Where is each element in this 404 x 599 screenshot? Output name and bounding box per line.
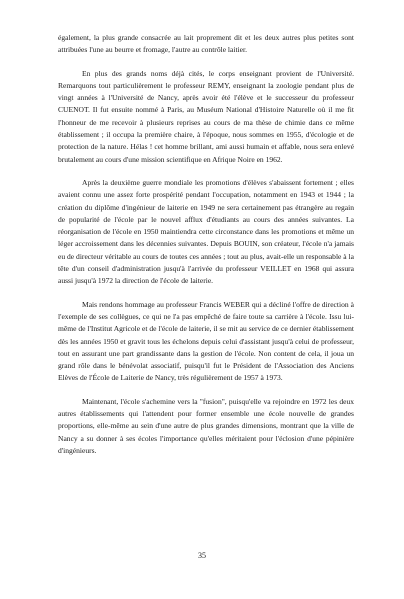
- page-number: 35: [198, 551, 206, 560]
- paragraph-weber: Mais rendons hommage au professeur Francis WEBER qui a décliné l'offre de direction à l'exemple de ses collègues, ce qui ne l'a pas empêché de faire toute sa carrière à l'école. Issu lui-même de l'Institut Agricole et de l'école de laiterie, il se mit au service de ce dernier établissement dès les années 1950 et gravit tous les échelons depuis celui d'assistant jusqu'à celui de professeur, tout en assurant une part grandissante dans la gestion de l'école. Non content de cela, il joua un grand rôle dans le bénévolat associatif, puisqu'il fut le Président de l'Association des Anciens Elèves de l'École de Laiterie de Nancy, très régulièrement de 1957 à 1973.: [58, 299, 354, 383]
- paragraph-postwar: Après la deuxième guerre mondiale les promotions d'élèves s'abaissent fortement ; elles avaient connu une assez forte prospérité pendant l'occupation, notamment en 1943 et 1944 ; la création du diplôme d'ingénieur de laiterie en 1949 ne sera certainement pas étrangère au regain de popularité de l'école par le nouvel afflux d'étudiants au cours des années suivantes. La réorganisation de l'école en 1950 maintiendra cette circonstance dans les promotions et même un léger accroissement dans les décennies suivantes. Depuis BOUIN, son créateur, l'école n'a jamais eu de directeur véritable au cours de toutes ces années ; tout au plus, avait-elle un responsable à la tête d'un conseil d'administration jusqu'à l'arrivée du professeur VEILLET en 1968 qui assura aussi jusqu'à 1972 la direction de l'école de laiterie.: [58, 177, 354, 286]
- paragraph-fusion: Maintenant, l'école s'achemine vers la "fusion", puisqu'elle va rejoindre en 1972 les deux autres établissements qui l'attendent pour former ensemble une école nouvelle de grandes proportions, elle-même au sein d'une autre de plus grandes dimensions, montrant que la ville de Nancy a su donner à ses écoles l'importance qu'elles méritaient pour l'éclosion d'une pépinière d'ingénieurs.: [58, 396, 354, 455]
- paragraph-continuation: également, la plus grande consacrée au lait proprement dit et les deux autres plus petites sont attribuées l'une au beurre et fromage, l'autre au contrôle laitier.: [58, 33, 354, 55]
- paragraph-teaching-staff: En plus des grands noms déjà cités, le corps enseignant provient de l'Université. Remarquons tout particulièrement le professeur REMY, enseignant la zoologie pendant plus de vingt années à l'Université de Nancy, après avoir été l'élève et le successeur du professeur CUENOT. Il fut ensuite nommé à Paris, au Muséum National d'Histoire Naturelle où il me fit l'honneur de me recevoir à plusieurs reprises au cours de ma thèse de chimie dans ce même établissement ; il occupa la première chaire, à l'époque, nous sommes en 1955, d'écologie et de protection de la nature. Hélas ! cet homme brillant, ami aussi humain et affable, nous sera enlevé brutalement au cours d'une mission scientifique en Afrique Noire en 1962.: [58, 68, 354, 164]
